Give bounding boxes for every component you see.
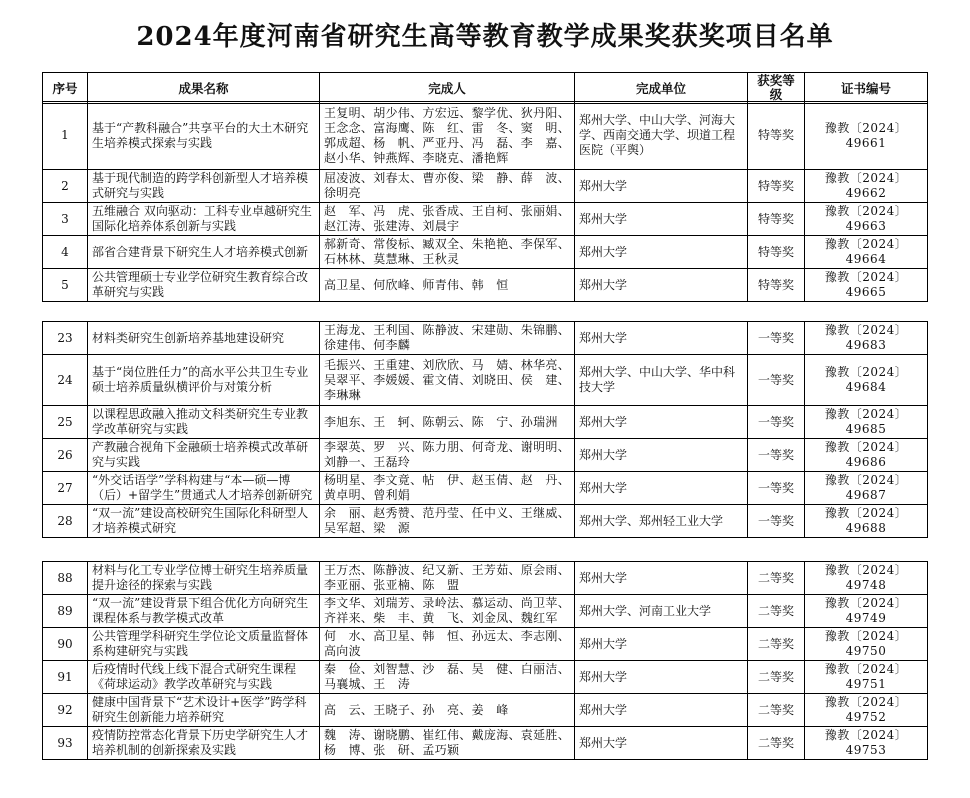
cell-members: 王万杰、陈静波、纪又新、王芳茹、原会雨、李亚丽、张亚楠、陈 盟 xyxy=(320,562,575,595)
cell-project-name: 后疫情时代线上线下混合式研究生课程《荷球运动》教学改革研究与实践 xyxy=(88,661,320,694)
cell-cert-number: 豫教〔2024〕49684 xyxy=(805,355,928,406)
cell-cert-number: 豫教〔2024〕49752 xyxy=(805,694,928,727)
cell-no: 1 xyxy=(43,102,88,170)
cell-project-name: 材料类研究生创新培养基地建设研究 xyxy=(88,322,320,355)
cell-project-name: 以课程思政融入推动文科类研究生专业教学改革研究与实践 xyxy=(88,406,320,439)
cell-award-level: 二等奖 xyxy=(748,661,805,694)
cell-unit: 郑州大学 xyxy=(575,269,748,302)
cell-members: 杨明星、李文竟、帖 伊、赵玉倩、赵 丹、黄卓明、曾利娟 xyxy=(320,472,575,505)
cell-cert-number: 豫教〔2024〕49753 xyxy=(805,727,928,760)
table-row xyxy=(43,355,928,406)
cell-members: 王海龙、王利国、陈静波、宋建勋、朱锦鹏、徐建伟、何李麟 xyxy=(320,322,575,355)
cell-unit: 郑州大学、郑州轻工业大学 xyxy=(575,505,748,538)
cell-unit: 郑州大学、中山大学、华中科技大学 xyxy=(575,355,748,406)
cell-project-name: 材料与化工专业学位博士研究生培养质量提升途径的探索与实践 xyxy=(88,562,320,595)
table-row xyxy=(43,439,928,472)
cell-no: 89 xyxy=(43,595,88,628)
cell-members: 李翠英、罗 兴、陈力朋、何奇龙、谢明明、刘静一、王磊玲 xyxy=(320,439,575,472)
header-people: 完成人 xyxy=(320,73,575,104)
cell-members: 屈凌波、刘春太、曹亦俊、梁 静、薛 波、徐明亮 xyxy=(320,170,575,203)
cell-no: 2 xyxy=(43,170,88,203)
cell-no: 91 xyxy=(43,661,88,694)
cell-award-level: 一等奖 xyxy=(748,472,805,505)
cell-no: 27 xyxy=(43,472,88,505)
table-row xyxy=(43,505,928,538)
cell-no: 28 xyxy=(43,505,88,538)
cell-award-level: 一等奖 xyxy=(748,439,805,472)
cell-unit: 郑州大学、河南工业大学 xyxy=(575,595,748,628)
cell-award-level: 特等奖 xyxy=(748,236,805,269)
cell-cert-number: 豫教〔2024〕49686 xyxy=(805,439,928,472)
cell-no: 25 xyxy=(43,406,88,439)
cell-project-name: 公共管理学科研究生学位论文质量监督体系构建研究与实践 xyxy=(88,628,320,661)
cell-award-level: 特等奖 xyxy=(748,170,805,203)
cell-project-name: 五维融合 双向驱动：工科专业卓越研究生国际化培养体系创新与实践 xyxy=(88,203,320,236)
cell-members: 李文华、刘瑞芳、录岭法、慕运动、尚卫苹、齐祥来、柴 丰、黄 飞、刘金凤、魏红军 xyxy=(320,595,575,628)
cell-members: 秦 俭、刘智慧、沙 磊、吴 健、白丽洁、马襄城、王 涛 xyxy=(320,661,575,694)
cell-unit: 郑州大学 xyxy=(575,439,748,472)
cell-project-name: “外交话语学”学科构建与“本—硕—博（后）+留学生”贯通式人才培养创新研究 xyxy=(88,472,320,505)
cell-unit: 郑州大学 xyxy=(575,661,748,694)
cell-award-level: 特等奖 xyxy=(748,269,805,302)
cell-award-level: 特等奖 xyxy=(748,102,805,170)
cell-unit: 郑州大学 xyxy=(575,562,748,595)
cell-cert-number: 豫教〔2024〕49751 xyxy=(805,661,928,694)
cell-award-level: 一等奖 xyxy=(748,406,805,439)
cell-project-name: 基于“产教科融合”共享平台的大土木研究生培养模式探索与实践 xyxy=(88,102,320,170)
cell-members: 魏 涛、谢晓鹏、崔红伟、戴庞海、袁延胜、杨 博、张 研、孟巧颖 xyxy=(320,727,575,760)
header-no: 序号 xyxy=(43,73,88,104)
cell-unit: 郑州大学 xyxy=(575,203,748,236)
cell-members: 高 云、王晓子、孙 亮、姜 峰 xyxy=(320,694,575,727)
header-cert: 证书编号 xyxy=(805,73,928,104)
cell-award-level: 二等奖 xyxy=(748,595,805,628)
cell-award-level: 二等奖 xyxy=(748,727,805,760)
cell-award-level: 二等奖 xyxy=(748,694,805,727)
cell-unit: 郑州大学 xyxy=(575,170,748,203)
cell-unit: 郑州大学 xyxy=(575,322,748,355)
cell-project-name: 疫情防控常态化背景下历史学研究生人才培养机制的创新探索及实践 xyxy=(88,727,320,760)
cell-members: 王复明、胡少伟、方宏远、黎学优、狄丹阳、王念念、富海鹰、陈 红、雷 冬、窦 明、郭成超、杨 帆、严亚丹、冯 磊、李 嘉、赵小华、钟燕辉、李晓克、潘艳辉 xyxy=(320,102,575,170)
cell-no: 23 xyxy=(43,322,88,355)
table-row xyxy=(43,170,928,203)
table-row xyxy=(43,694,928,727)
cell-cert-number: 豫教〔2024〕49749 xyxy=(805,595,928,628)
cell-award-level: 二等奖 xyxy=(748,628,805,661)
cell-cert-number: 豫教〔2024〕49661 xyxy=(805,102,928,170)
table-row xyxy=(43,236,928,269)
cell-no: 88 xyxy=(43,562,88,595)
cell-no: 3 xyxy=(43,203,88,236)
cell-project-name: 产教融合视角下金融硕士培养模式改革研究与实践 xyxy=(88,439,320,472)
cell-cert-number: 豫教〔2024〕49683 xyxy=(805,322,928,355)
cell-unit: 郑州大学 xyxy=(575,472,748,505)
table-row xyxy=(43,406,928,439)
cell-award-level: 特等奖 xyxy=(748,203,805,236)
cell-members: 毛振兴、王重建、刘欣欣、马 婧、林华亮、吴翠平、李媛媛、霍文倩、刘晓田、侯 建、李琳琳 xyxy=(320,355,575,406)
cell-no: 92 xyxy=(43,694,88,727)
table-row xyxy=(43,595,928,628)
cell-cert-number: 豫教〔2024〕49663 xyxy=(805,203,928,236)
cell-project-name: 基于现代制造的跨学科创新型人才培养模式研究与实践 xyxy=(88,170,320,203)
cell-award-level: 一等奖 xyxy=(748,505,805,538)
table-row xyxy=(43,727,928,760)
table-section xyxy=(42,321,928,538)
table-row xyxy=(43,472,928,505)
cell-no: 5 xyxy=(43,269,88,302)
cell-project-name: 部省合建背景下研究生人才培养模式创新 xyxy=(88,236,320,269)
cell-project-name: “双一流”建设背景下组合优化方向研究生课程体系与教学模式改革 xyxy=(88,595,320,628)
cell-members: 郝新奇、常俊标、臧双全、朱艳艳、李保军、石林林、莫慧琳、王秋灵 xyxy=(320,236,575,269)
table-row xyxy=(43,102,928,170)
cell-unit: 郑州大学 xyxy=(575,406,748,439)
table-row xyxy=(43,203,928,236)
cell-cert-number: 豫教〔2024〕49664 xyxy=(805,236,928,269)
cell-members: 高卫星、何欣峰、师青伟、韩 恒 xyxy=(320,269,575,302)
cell-award-level: 二等奖 xyxy=(748,562,805,595)
cell-no: 4 xyxy=(43,236,88,269)
cell-members: 余 丽、赵秀赞、范丹莹、任中义、王继威、吴军超、梁 源 xyxy=(320,505,575,538)
cell-no: 93 xyxy=(43,727,88,760)
table-row xyxy=(43,628,928,661)
cell-members: 赵 军、冯 虎、张香成、王自柯、张丽娟、赵江涛、张建涛、刘晨宇 xyxy=(320,203,575,236)
page-title: 2024年度河南省研究生高等教育教学成果奖获奖项目名单 xyxy=(136,22,834,52)
cell-project-name: 基于“岗位胜任力”的高水平公共卫生专业硕士培养质量纵横评价与对策分析 xyxy=(88,355,320,406)
cell-members: 李旭东、王 轲、陈朝云、陈 宁、孙瑞洲 xyxy=(320,406,575,439)
table-row xyxy=(43,562,928,595)
cell-cert-number: 豫教〔2024〕49748 xyxy=(805,562,928,595)
cell-no: 26 xyxy=(43,439,88,472)
cell-award-level: 一等奖 xyxy=(748,355,805,406)
cell-award-level: 一等奖 xyxy=(748,322,805,355)
header-level: 获奖等级 xyxy=(748,73,805,104)
table-section xyxy=(42,561,928,760)
cell-project-name: 健康中国背景下“艺术设计+医学”跨学科研究生创新能力培养研究 xyxy=(88,694,320,727)
cell-project-name: “双一流”建设高校研究生国际化科研型人才培养模式研究 xyxy=(88,505,320,538)
table-header xyxy=(42,72,928,104)
cell-members: 何 水、高卫星、韩 恒、孙远太、李志刚、高向波 xyxy=(320,628,575,661)
table-row xyxy=(43,661,928,694)
cell-unit: 郑州大学 xyxy=(575,236,748,269)
cell-unit: 郑州大学 xyxy=(575,628,748,661)
cell-cert-number: 豫教〔2024〕49688 xyxy=(805,505,928,538)
cell-no: 90 xyxy=(43,628,88,661)
cell-cert-number: 豫教〔2024〕49665 xyxy=(805,269,928,302)
table-section xyxy=(42,101,928,302)
cell-project-name: 公共管理硕士专业学位研究生教育综合改革研究与实践 xyxy=(88,269,320,302)
table-row xyxy=(43,322,928,355)
table-row xyxy=(43,269,928,302)
cell-cert-number: 豫教〔2024〕49750 xyxy=(805,628,928,661)
cell-unit: 郑州大学 xyxy=(575,694,748,727)
cell-cert-number: 豫教〔2024〕49685 xyxy=(805,406,928,439)
cell-unit: 郑州大学、中山大学、河海大学、西南交通大学、坝道工程医院（平舆） xyxy=(575,102,748,170)
cell-unit: 郑州大学 xyxy=(575,727,748,760)
cell-cert-number: 豫教〔2024〕49687 xyxy=(805,472,928,505)
cell-no: 24 xyxy=(43,355,88,406)
cell-cert-number: 豫教〔2024〕49662 xyxy=(805,170,928,203)
header-unit: 完成单位 xyxy=(575,73,748,104)
header-name: 成果名称 xyxy=(88,73,320,104)
